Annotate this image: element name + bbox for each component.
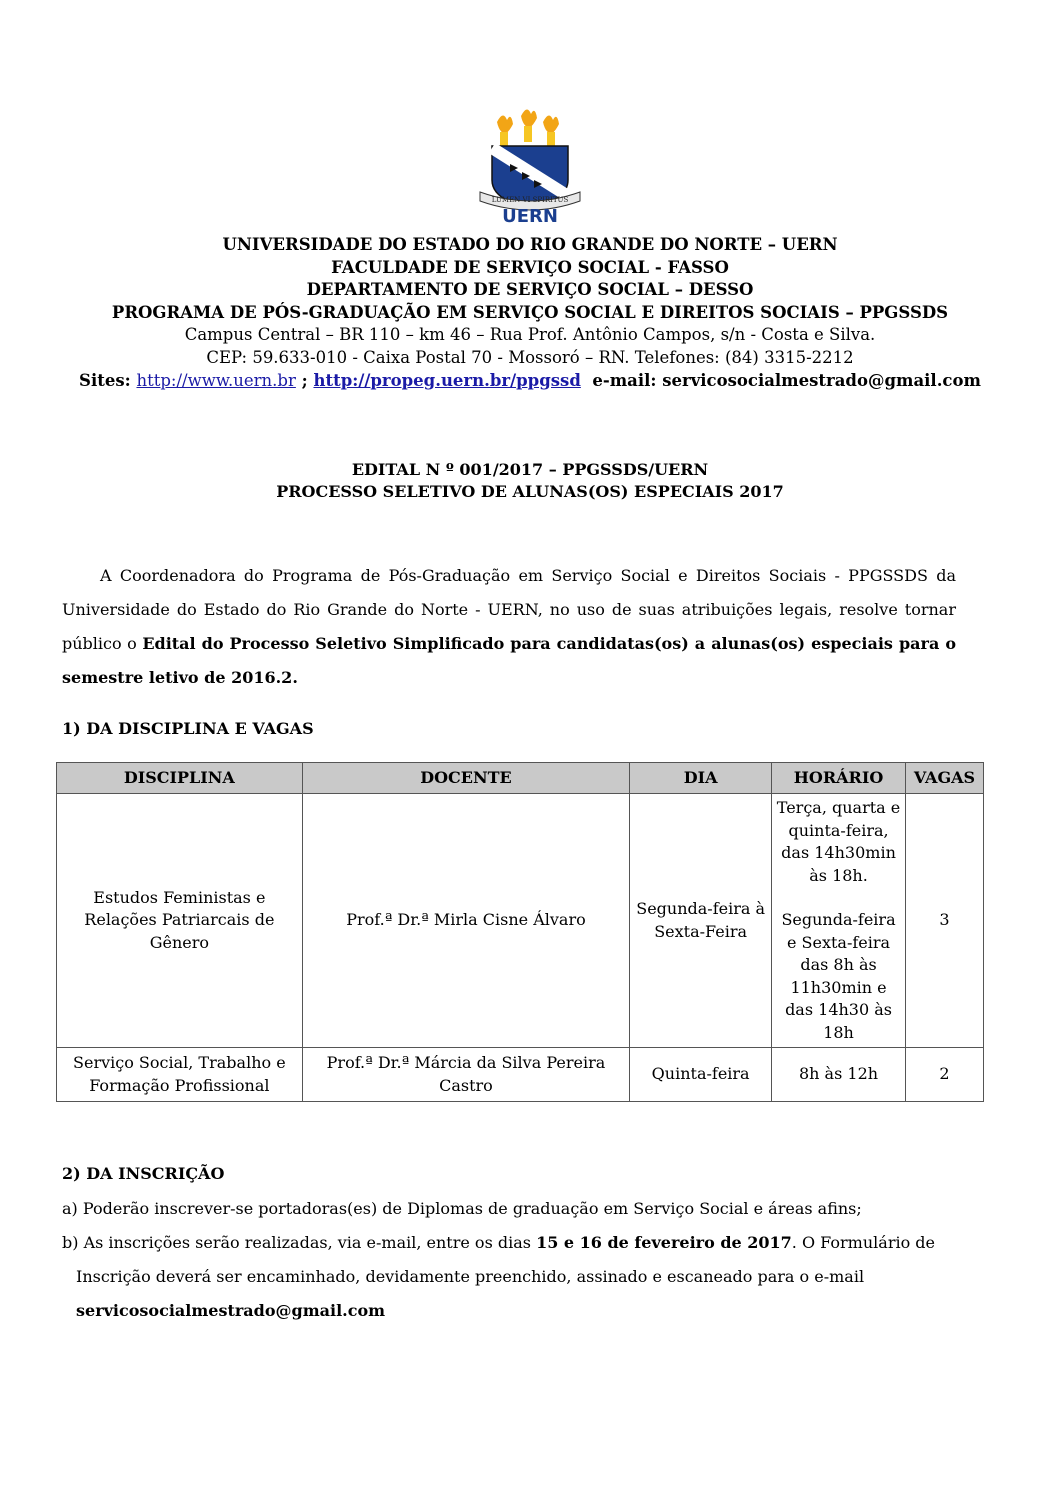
inscricao-item-a: a) Poderão inscrever-se portadoras(es) de Diplomas de graduação em Serviço Social e áreas afins;	[62, 1199, 862, 1218]
sites-label: Sites:	[79, 370, 137, 390]
section-title-disciplina: 1) DA DISCIPLINA E VAGAS	[62, 719, 314, 738]
item-b-dates: 15 e 16 de fevereiro de 2017	[536, 1233, 792, 1252]
header-line-faculty: FACULDADE DE SERVIÇO SOCIAL - FASSO	[331, 257, 729, 277]
cell-vagas: 2	[905, 1048, 983, 1102]
table-row	[57, 1048, 984, 1102]
logo-acronym: UERN	[502, 206, 558, 224]
section-title-inscricao: 2) DA INSCRIÇÃO	[62, 1164, 225, 1183]
column-header: DOCENTE	[302, 763, 629, 794]
item-b-text: b) As inscrições serão realizadas, via e-mail, entre os dias	[62, 1233, 537, 1252]
email-label: e-mail:	[580, 370, 663, 390]
intro-paragraph	[62, 559, 956, 695]
cell-dia: Segunda-feira à Sexta-Feira	[630, 794, 772, 1048]
table-header-row	[57, 763, 984, 794]
edital-number: EDITAL N º 001/2017 – PPGSSDS/UERN	[351, 460, 709, 479]
header-line-department: DEPARTAMENTO DE SERVIÇO SOCIAL – DESSO	[306, 280, 754, 300]
site-link-uern[interactable]: http://www.uern.br	[136, 370, 296, 390]
cell-disciplina: Estudos Feministas e Relações Patriarcais de Gênero	[57, 794, 303, 1048]
column-header: DIA	[630, 763, 772, 794]
header-line-program: PROGRAMA DE PÓS-GRADUAÇÃO EM SERVIÇO SOCIAL E DIREITOS SOCIAIS – PPGSSDS	[111, 302, 949, 322]
edital-title	[60, 459, 1000, 503]
cell-disciplina: Serviço Social, Trabalho e Formação Profissional	[57, 1048, 303, 1102]
intro-text: A Coordenadora do Programa de Pós-Graduação em Serviço Social e Direitos Sociais - PPGSSDS da Universidade do Estado do Rio Grande do Norte - UERN, no uso de suas atribuições legais, resolve tornar público o	[62, 566, 956, 653]
item-b-text: . O Formulário de	[791, 1233, 936, 1252]
disciplinas-table	[56, 762, 984, 1102]
cell-docente: Prof.ª Dr.ª Mirla Cisne Álvaro	[302, 794, 629, 1048]
cell-vagas: 3	[905, 794, 983, 1048]
header-sites	[60, 370, 1000, 393]
cell-docente: Prof.ª Dr.ª Márcia da Silva Pereira Castro	[302, 1048, 629, 1102]
header-address: Campus Central – BR 110 – km 46 – Rua Prof. Antônio Campos, s/n - Costa e Silva.	[184, 325, 876, 345]
cell-horario: 8h às 12h	[772, 1048, 906, 1102]
header-line-university: UNIVERSIDADE DO ESTADO DO RIO GRANDE DO NORTE – UERN	[222, 235, 838, 254]
inscricao-email: servicosocialmestrado@gmail.com	[76, 1301, 386, 1320]
column-header: HORÁRIO	[772, 763, 906, 794]
table-row	[57, 794, 984, 1048]
header-email: servicosocialmestrado@gmail.com	[662, 370, 981, 390]
torch-icon	[497, 109, 559, 146]
uern-logo	[470, 108, 590, 224]
inscricao-item-b	[62, 1226, 962, 1260]
column-header: DISCIPLINA	[57, 763, 303, 794]
horario-text: Terça, quarta e quinta-feira, das 14h30min às 18h.	[776, 798, 901, 885]
cell-horario	[772, 794, 906, 1048]
sites-separator: ;	[295, 370, 314, 390]
intro-text-bold: Edital do Processo Seletivo Simplificado para candidatas(os) a alunas(os) especiais para o semestre letivo de 2016.2.	[62, 634, 957, 687]
inscricao-item-b-line2: Inscrição deverá ser encaminhado, devidamente preenchido, assinado e escaneado para o e-mail	[76, 1267, 865, 1286]
site-link-ppgssd[interactable]: http://propeg.uern.br/ppgssd	[313, 370, 581, 390]
cell-dia: Quinta-feira	[630, 1048, 772, 1102]
header-cep: CEP: 59.633-010 - Caixa Postal 70 - Mossoró – RN. Telefones: (84) 3315-2212	[206, 347, 854, 367]
svg-text:LUMEN VI SPIRITUS: LUMEN VI SPIRITUS	[491, 196, 569, 204]
column-header: VAGAS	[905, 763, 983, 794]
horario-text: Segunda-feira e Sexta-feira das 8h às 11h30min e das 14h30 às 18h	[781, 910, 896, 1042]
edital-subtitle: PROCESSO SELETIVO DE ALUNAS(OS) ESPECIAIS 2017	[276, 482, 784, 501]
institution-header	[60, 234, 1000, 392]
